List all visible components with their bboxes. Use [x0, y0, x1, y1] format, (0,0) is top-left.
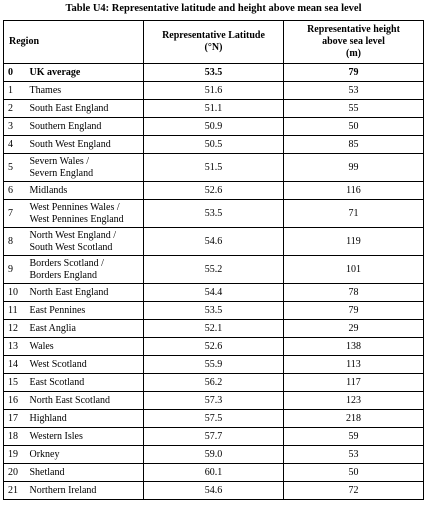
- table-row: [4, 338, 424, 356]
- region-number: 2: [4, 100, 28, 118]
- region-name: [28, 482, 144, 500]
- latitude-value: 52.6: [144, 338, 284, 356]
- region-number: 1: [4, 82, 28, 100]
- region-number: 4: [4, 136, 28, 154]
- latitude-value: 54.6: [144, 228, 284, 256]
- region-name-line: West Pennines Wales /: [29, 201, 120, 213]
- height-value: 113: [284, 356, 424, 374]
- height-header-line-1: Representative height: [307, 24, 400, 35]
- region-name-line: Borders England: [29, 269, 97, 281]
- height-value: 71: [284, 200, 424, 228]
- table-row: [4, 464, 424, 482]
- region-name-line: East Scotland: [29, 376, 85, 388]
- height-value: 50: [284, 464, 424, 482]
- region-number: 18: [4, 428, 28, 446]
- region-number: 12: [4, 320, 28, 338]
- region-name: [28, 338, 144, 356]
- region-name-line: Western Isles: [29, 430, 83, 442]
- latitude-value: 57.7: [144, 428, 284, 446]
- latitude-value: 51.1: [144, 100, 284, 118]
- table-header-row: [4, 21, 424, 64]
- height-value: 55: [284, 100, 424, 118]
- region-name-line: North East Scotland: [29, 394, 111, 406]
- latitude-value: 59.0: [144, 446, 284, 464]
- region-number: 21: [4, 482, 28, 500]
- table-row: [4, 136, 424, 154]
- region-name: [28, 200, 144, 228]
- region-name: [28, 446, 144, 464]
- table-row: [4, 482, 424, 500]
- height-value: 50: [284, 118, 424, 136]
- region-number: 5: [4, 154, 28, 182]
- latitude-value: 51.5: [144, 154, 284, 182]
- region-number: 14: [4, 356, 28, 374]
- region-name-line: North East England: [29, 286, 109, 298]
- region-name-line: Borders Scotland /: [29, 257, 104, 269]
- region-number: 20: [4, 464, 28, 482]
- region-name-line: South West Scotland: [29, 241, 113, 253]
- region-name: [28, 182, 144, 200]
- table-row: [4, 200, 424, 228]
- table-row: [4, 374, 424, 392]
- region-name: [28, 64, 144, 82]
- region-number: 16: [4, 392, 28, 410]
- latitude-value: 55.9: [144, 356, 284, 374]
- latitude-value: 57.3: [144, 392, 284, 410]
- latitude-value: 55.2: [144, 256, 284, 284]
- table-caption: Table U4: Representative latitude and height above mean sea level: [65, 3, 362, 14]
- height-value: 117: [284, 374, 424, 392]
- table-row: [4, 302, 424, 320]
- region-number: 17: [4, 410, 28, 428]
- region-name: [28, 118, 144, 136]
- region-number: 13: [4, 338, 28, 356]
- latitude-value: 60.1: [144, 464, 284, 482]
- table-row: [4, 154, 424, 182]
- latitude-value: 56.2: [144, 374, 284, 392]
- height-value: 79: [284, 64, 424, 82]
- region-name-line: Southern England: [29, 120, 102, 132]
- region-name: [28, 100, 144, 118]
- table-row: [4, 82, 424, 100]
- region-number: 9: [4, 256, 28, 284]
- region-number: 11: [4, 302, 28, 320]
- height-value: 78: [284, 284, 424, 302]
- region-name: [28, 374, 144, 392]
- region-name-line: Midlands: [29, 184, 68, 196]
- height-value: 59: [284, 428, 424, 446]
- region-name: [28, 136, 144, 154]
- latitude-value: 53.5: [144, 64, 284, 82]
- latitude-height-table: [3, 20, 424, 500]
- table-row: [4, 228, 424, 256]
- region-number: 7: [4, 200, 28, 228]
- region-number: 19: [4, 446, 28, 464]
- height-header-line-3: (m): [346, 48, 361, 59]
- height-value: 53: [284, 82, 424, 100]
- table-row: [4, 392, 424, 410]
- table-row: [4, 446, 424, 464]
- height-column-header: [284, 21, 424, 64]
- latitude-value: 50.5: [144, 136, 284, 154]
- region-number: 0: [4, 64, 28, 82]
- latitude-value: 54.4: [144, 284, 284, 302]
- region-name: [28, 428, 144, 446]
- latitude-column-header: [144, 21, 284, 64]
- region-number: 10: [4, 284, 28, 302]
- latitude-value: 53.5: [144, 302, 284, 320]
- latitude-header-line-1: Representative Latitude: [162, 30, 265, 41]
- region-name: [28, 302, 144, 320]
- region-name-line: Severn England: [29, 167, 94, 179]
- region-column-header: Region: [4, 21, 144, 64]
- height-value: 29: [284, 320, 424, 338]
- region-name-line: North West England /: [29, 229, 116, 241]
- height-value: 79: [284, 302, 424, 320]
- region-name-line: UK average: [29, 66, 81, 78]
- height-value: 72: [284, 482, 424, 500]
- region-number: 6: [4, 182, 28, 200]
- height-value: 138: [284, 338, 424, 356]
- latitude-value: 50.9: [144, 118, 284, 136]
- table-body: [4, 64, 424, 500]
- height-value: 99: [284, 154, 424, 182]
- table-row: [4, 100, 424, 118]
- height-value: 123: [284, 392, 424, 410]
- region-name-line: Severn Wales /: [29, 155, 90, 167]
- region-name: [28, 320, 144, 338]
- latitude-value: 54.6: [144, 482, 284, 500]
- table-row: [4, 256, 424, 284]
- region-number: 15: [4, 374, 28, 392]
- table-row: [4, 118, 424, 136]
- region-name-line: West Pennines England: [29, 213, 124, 225]
- table-row: [4, 284, 424, 302]
- region-name: [28, 256, 144, 284]
- height-value: 218: [284, 410, 424, 428]
- latitude-value: 57.5: [144, 410, 284, 428]
- region-name: [28, 154, 144, 182]
- region-name-line: Highland: [29, 412, 67, 424]
- region-name: [28, 228, 144, 256]
- table-row: [4, 64, 424, 82]
- region-name-line: East Pennines: [29, 304, 86, 316]
- region-name-line: Orkney: [29, 448, 60, 460]
- region-name-line: Northern Ireland: [29, 484, 97, 496]
- height-value: 53: [284, 446, 424, 464]
- height-value: 101: [284, 256, 424, 284]
- region-name-line: South East England: [29, 102, 109, 114]
- height-value: 85: [284, 136, 424, 154]
- region-name-line: East Anglia: [29, 322, 76, 334]
- region-name: [28, 82, 144, 100]
- region-name: [28, 410, 144, 428]
- region-number: 3: [4, 118, 28, 136]
- height-header-line-2: above sea level: [322, 36, 385, 47]
- region-name: [28, 464, 144, 482]
- table-row: [4, 320, 424, 338]
- region-name-line: Thames: [29, 84, 62, 96]
- region-name-line: Shetland: [29, 466, 65, 478]
- table-row: [4, 182, 424, 200]
- region-name: [28, 284, 144, 302]
- latitude-header-line-2: (°N): [204, 42, 223, 53]
- region-name: [28, 392, 144, 410]
- table-row: [4, 356, 424, 374]
- region-name-line: South West England: [29, 138, 111, 150]
- region-number: 8: [4, 228, 28, 256]
- height-value: 116: [284, 182, 424, 200]
- latitude-value: 52.6: [144, 182, 284, 200]
- height-value: 119: [284, 228, 424, 256]
- table-row: [4, 410, 424, 428]
- latitude-value: 51.6: [144, 82, 284, 100]
- latitude-value: 53.5: [144, 200, 284, 228]
- region-name-line: Wales: [29, 340, 54, 352]
- region-name: [28, 356, 144, 374]
- table-row: [4, 428, 424, 446]
- latitude-value: 52.1: [144, 320, 284, 338]
- region-name-line: West Scotland: [29, 358, 87, 370]
